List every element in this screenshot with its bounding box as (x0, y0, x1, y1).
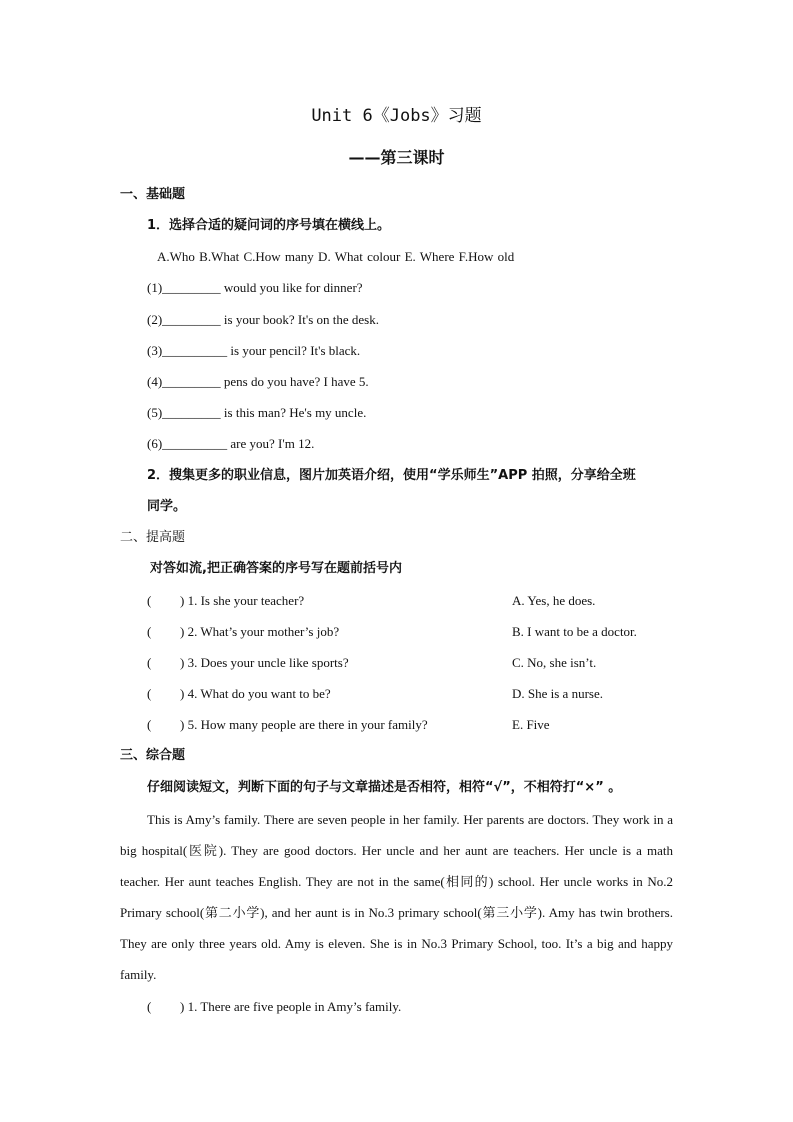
fill-item-1: (1)_________ would you like for dinner? (147, 280, 363, 295)
match-row-2-answer: B. I want to be a doctor. (512, 624, 637, 639)
match-row-3-question: ) 3. Does your uncle like sports? (180, 655, 349, 670)
question2-line1: 2．搜集更多的职业信息，图片加英语介绍，使用“学乐师生”APP 拍照，分享给全班 (147, 468, 636, 483)
fill-item-6: (6)__________ are you? I'm 12. (147, 436, 315, 451)
fill-item-5: (5)_________ is this man? He's my uncle. (147, 405, 367, 420)
fill-item-2: (2)_________ is your book? It's on the desk. (147, 312, 379, 327)
match-row-5-question: ) 5. How many people are there in your family? (180, 717, 428, 732)
match-row-2-question: ) 2. What’s your mother’s job? (180, 624, 340, 639)
reading-passage: This is Amy’s family. There are seven people in her family. Her parents are doctors. They work in a big hospital(医院). They are good doctors. Her uncle and her aunt are teachers. Her uncle is a math teacher. Her aunt teaches English. They are not in the same(相同的) school. Her uncle works in No.2 Primary school(第二小学), and her aunt is in No.3 primary school(第三小学). Amy has twin brothers. They are only three years old. Amy is eleven. She is in No.3 Primary School, too. It’s a big and happy family. (120, 812, 673, 982)
section2-instruction: 对答如流,把正确答案的序号写在题前括号内 (150, 561, 402, 576)
match-row-5-answer: E. Five (512, 717, 550, 732)
page-title: Unit 6《Jobs》习题 (311, 106, 482, 126)
match-row-3-answer: C. No, she isn’t. (512, 655, 597, 670)
match-row-2-paren: ( (147, 624, 152, 639)
fill-item-3: (3)__________ is your pencil? It's black. (147, 343, 361, 358)
section1-heading: 一、基础题 (120, 187, 186, 202)
section2-heading: 二、提高题 (120, 530, 186, 545)
match-row-4-question: ) 4. What do you want to be? (180, 686, 331, 701)
match-row-1-answer: A. Yes, he does. (512, 593, 596, 608)
match-row-3-paren: ( (147, 655, 152, 670)
question1-instruction: 1．选择合适的疑问词的序号填在横线上。 (147, 218, 391, 233)
match-row-1-question: ) 1. Is she your teacher? (180, 593, 305, 608)
match-row-4-paren: ( (147, 686, 152, 701)
judge-item-1: ) 1. There are five people in Amy’s family. (180, 999, 402, 1014)
match-row-5-paren: ( (147, 717, 152, 732)
fill-item-4: (4)_________ pens do you have? I have 5. (147, 374, 369, 389)
match-row-1-paren: ( (147, 593, 152, 608)
section3-instruction: 仔细阅读短文，判断下面的句子与文章描述是否相符，相符“√”，不相符打“×” 。 (147, 780, 622, 795)
match-row-4-answer: D. She is a nurse. (512, 686, 603, 701)
question1-options: A.Who B.What C.How many D. What colour E. Where F.How old (157, 249, 515, 264)
judge-item-1-paren: ( (147, 999, 152, 1014)
question2-line2: 同学。 (147, 499, 187, 514)
page-subtitle: ——第三课时 (348, 148, 445, 167)
section3-heading: 三、综合题 (120, 748, 186, 763)
